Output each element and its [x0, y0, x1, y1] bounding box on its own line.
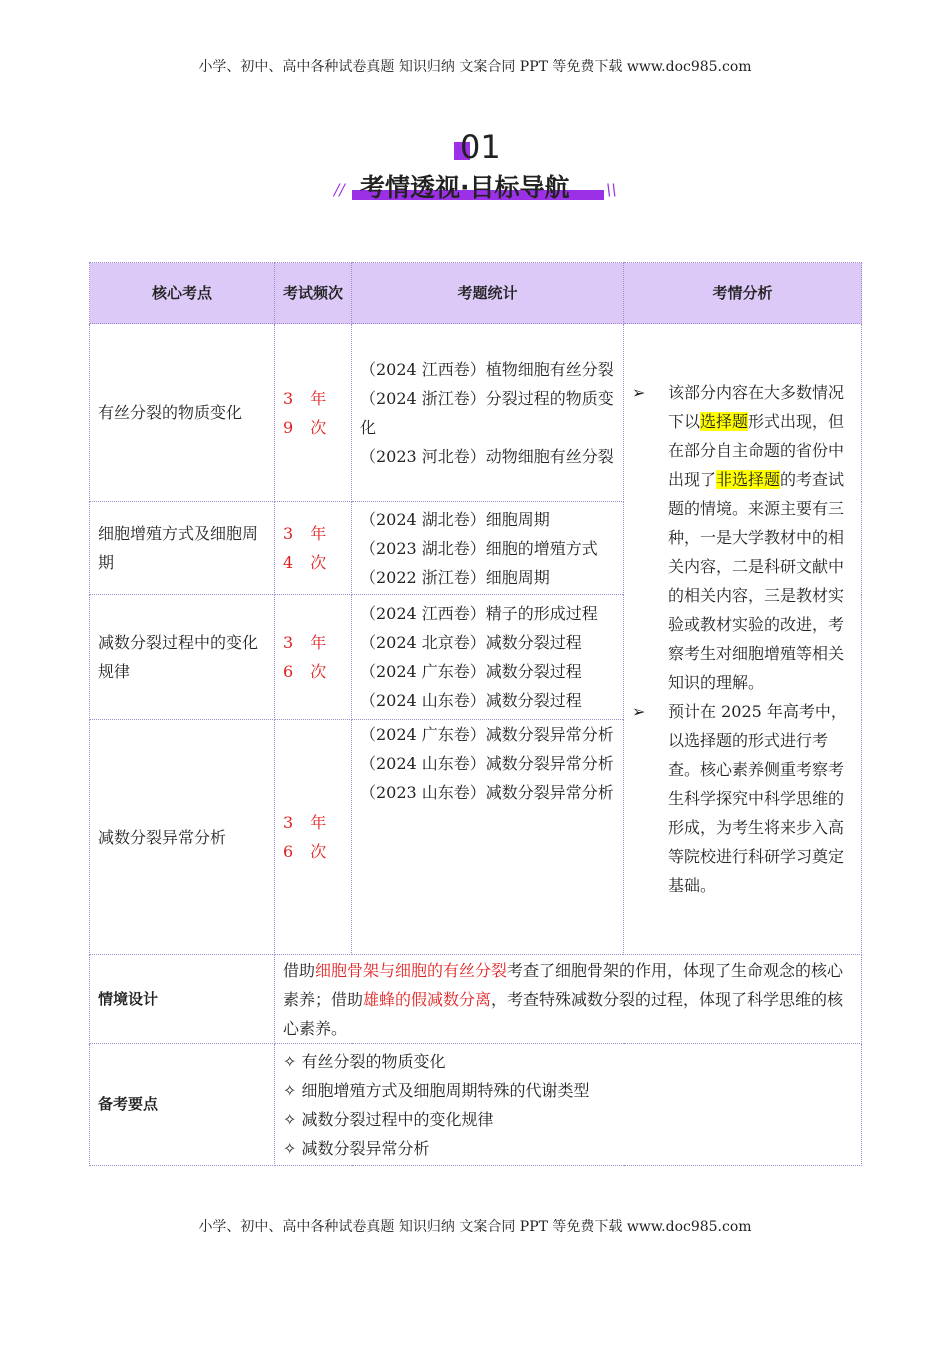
text: ，考查特殊减数分裂的过程，体现了科学思维的核心素养。	[283, 989, 844, 1038]
text: 形式出现，但在部分自主命题的省份中出现了	[668, 412, 845, 489]
prep-content	[275, 1044, 862, 1166]
stat-item: （2024 山东卷）减数分裂过程	[360, 691, 582, 710]
table-row	[90, 324, 862, 502]
highlight: 选择题	[700, 412, 749, 431]
highlight: 非选择题	[716, 470, 781, 489]
topic: 减数分裂异常分析	[90, 720, 275, 955]
table-header-row	[90, 263, 862, 324]
scenario-content	[275, 955, 862, 1044]
highlight-red: 细胞骨架与细胞的有丝分裂	[315, 960, 508, 980]
topic: 减数分裂过程中的变化规律	[90, 595, 275, 720]
section-number: 01	[460, 128, 501, 166]
text: 考查了细胞骨架的作用，体现了生命观念的核心素养；借助	[283, 960, 844, 1009]
diamond-bullet-icon: ✧	[283, 1138, 302, 1158]
exam-analysis-table	[89, 262, 862, 1166]
header-topic: 核心考点	[90, 263, 275, 324]
text: 借助	[283, 960, 316, 980]
stat-item: （2024 广东卷）减数分裂过程	[360, 662, 582, 681]
stats	[352, 502, 624, 595]
text: 减数分裂过程中的变化规律	[301, 1109, 494, 1129]
arrow-bullet-icon: ➢	[632, 383, 646, 402]
analysis-point	[632, 378, 853, 697]
text: 减数分裂异常分析	[301, 1138, 430, 1158]
section-title: 考情透视·目标导航	[360, 173, 570, 202]
scenario-label: 情境设计	[90, 955, 275, 1044]
prep-item	[283, 1105, 853, 1134]
header-stats: 考题统计	[352, 263, 624, 324]
arrow-bullet-icon: ➢	[632, 702, 646, 721]
frequency: 3 年 4 次	[275, 502, 352, 595]
text: 的考查试题的情境。来源主要有三种，一是大学教材中的相关内容，二是科研文献中的相关内容，三是教材实验或教材实验的改进，考察考生对细胞增殖等相关知识的理解。	[668, 470, 845, 692]
highlight-red: 雄蜂的假减数分离	[363, 989, 492, 1009]
slash-decoration: \\	[606, 180, 617, 199]
analysis-point	[632, 697, 853, 900]
prep-item	[283, 1047, 853, 1076]
stat-item: （2024 北京卷）减数分裂过程	[360, 633, 582, 652]
stat-item: （2024 浙江卷）分裂过程的物质变化	[360, 388, 614, 437]
stat-item: （2024 江西卷）植物细胞有丝分裂	[360, 359, 614, 379]
stat-item: （2023 山东卷）减数分裂异常分析	[360, 783, 614, 802]
prep-row	[90, 1044, 862, 1166]
stats	[352, 720, 624, 955]
frequency: 3 年 9 次	[275, 324, 352, 502]
frequency: 3 年 6 次	[275, 720, 352, 955]
page-header: 小学、初中、高中各种试卷真题 知识归纳 文案合同 PPT 等免费下载 www.doc985.com	[198, 59, 752, 75]
stat-item: （2022 浙江卷）细胞周期	[360, 567, 550, 587]
header-frequency: 考试频次	[275, 263, 352, 324]
topic: 有丝分裂的物质变化	[90, 324, 275, 502]
analysis	[624, 324, 862, 955]
topic: 细胞增殖方式及细胞周期	[90, 502, 275, 595]
prep-item	[283, 1076, 853, 1105]
stats	[352, 595, 624, 720]
slash-decoration: //	[334, 180, 345, 199]
frequency: 3 年 6 次	[275, 595, 352, 720]
stats	[352, 324, 624, 502]
diamond-bullet-icon: ✧	[283, 1109, 302, 1129]
text: 细胞增殖方式及细胞周期特殊的代谢类型	[301, 1080, 590, 1100]
text: 有丝分裂的物质变化	[301, 1051, 446, 1071]
section-badge	[330, 128, 620, 208]
diamond-bullet-icon: ✧	[283, 1080, 302, 1100]
stat-item: （2024 湖北卷）细胞周期	[360, 509, 550, 529]
text: 该部分内容在大多数情况下以	[668, 383, 845, 431]
page-footer: 小学、初中、高中各种试卷真题 知识归纳 文案合同 PPT 等免费下载 www.doc985.com	[198, 1219, 752, 1235]
prep-label: 备考要点	[90, 1044, 275, 1166]
stat-item: （2023 河北卷）动物细胞有丝分裂	[360, 446, 614, 466]
scenario-row	[90, 955, 862, 1044]
text: 预计在 2025 年高考中，以选择题的形式进行考查。核心素养侧重考察考生科学探究中科学思维的形成，为考生将来步入高等院校进行科研学习奠定基础。	[668, 702, 847, 895]
stat-item: （2024 江西卷）精子的形成过程	[360, 604, 598, 623]
stat-item: （2024 广东卷）减数分裂异常分析	[360, 725, 614, 744]
stat-item: （2023 湖北卷）细胞的增殖方式	[360, 538, 598, 558]
diamond-bullet-icon: ✧	[283, 1051, 302, 1071]
header-analysis: 考情分析	[624, 263, 862, 324]
prep-item	[283, 1134, 853, 1163]
stat-item: （2024 山东卷）减数分裂异常分析	[360, 754, 614, 773]
